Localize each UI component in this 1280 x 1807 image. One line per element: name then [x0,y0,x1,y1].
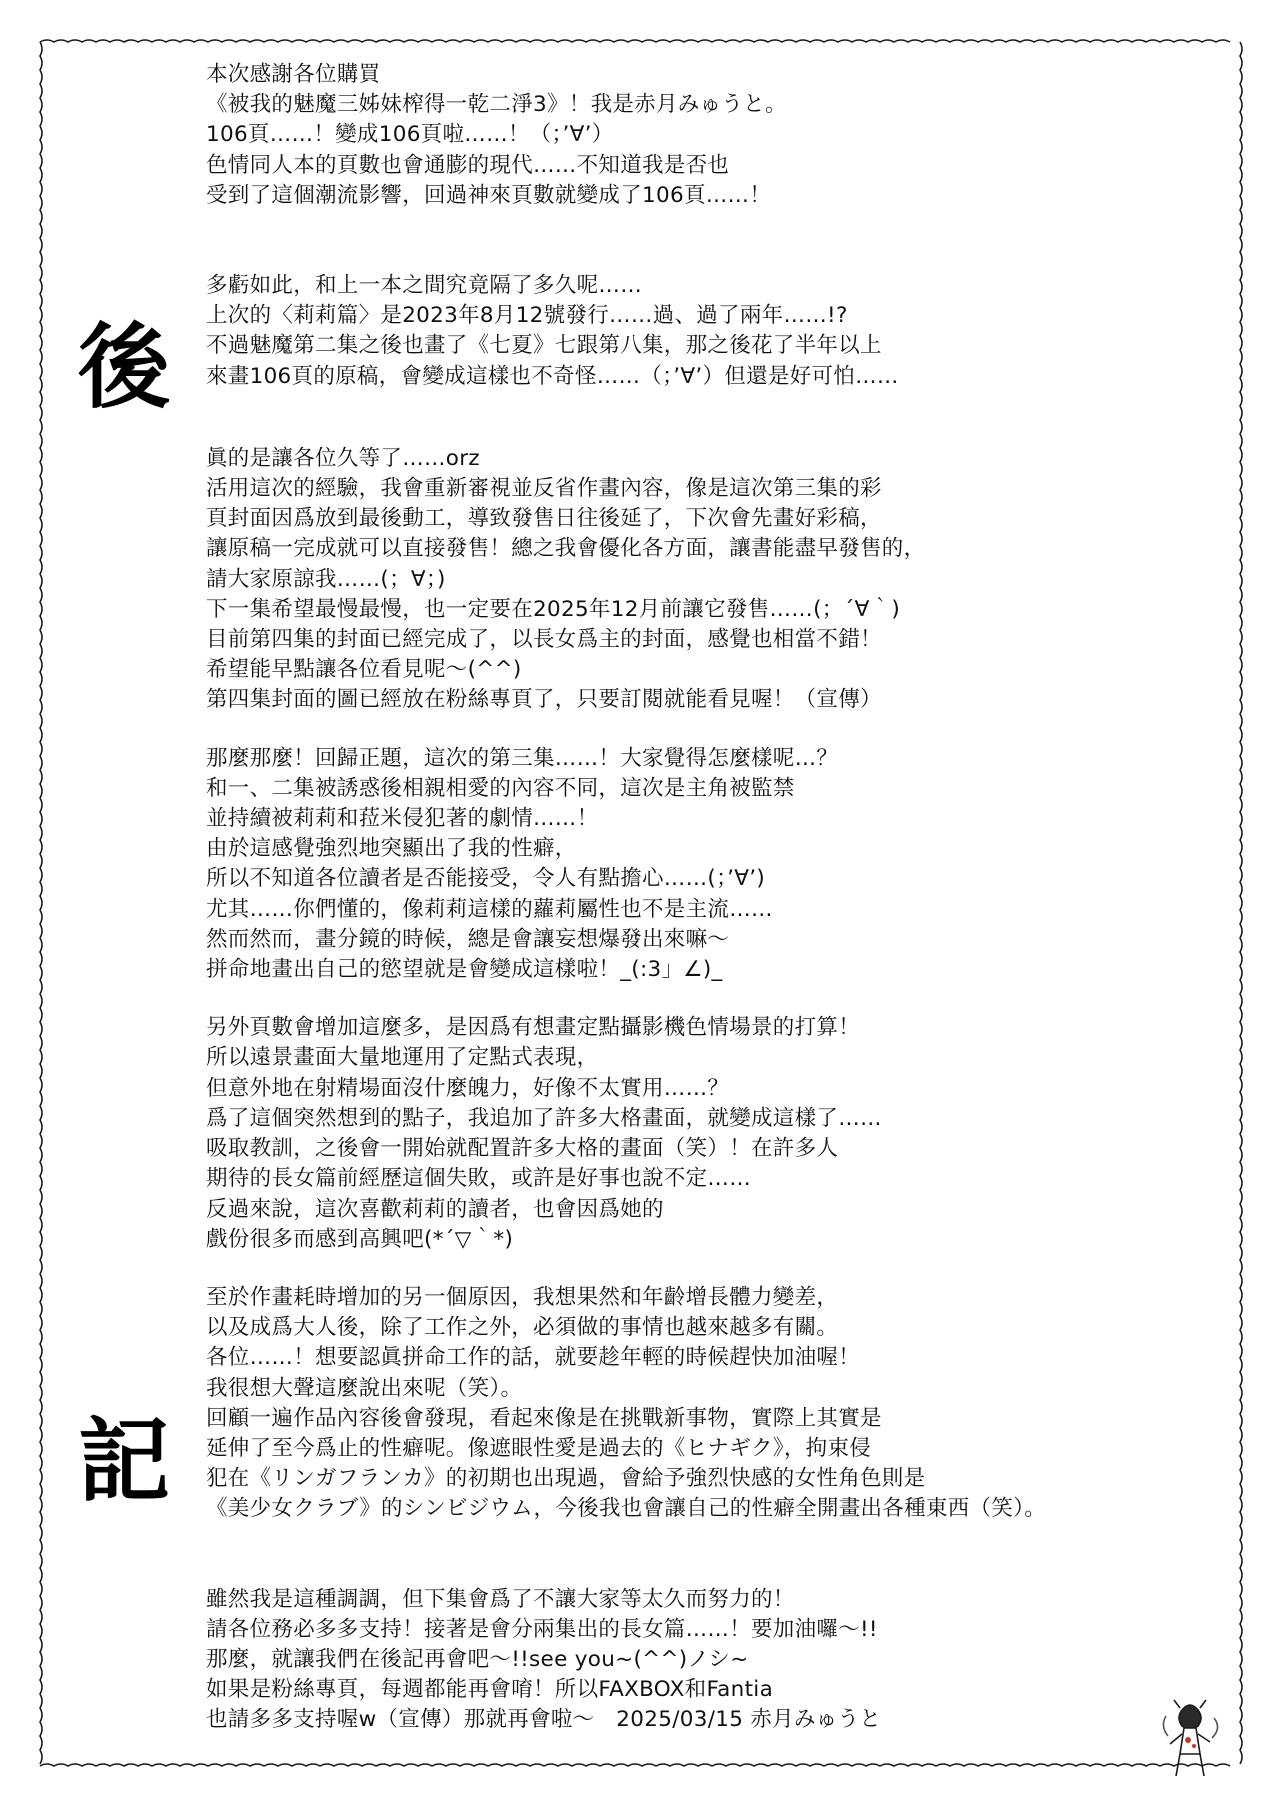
text-line: 不過魅魔第二集之後也畫了《七夏》七跟第八集，那之後花了半年以上 [206,333,882,359]
text-line: 各位……！想要認眞拼命工作的話，就要趁年輕的時候趕快加油喔！ [206,1345,861,1371]
paragraph-3 [206,444,1206,716]
paragraph-spacer [206,392,1206,444]
text-line: 多虧如此，和上一本之間究竟隔了多久呢…… [206,273,643,299]
text-line: 期待的長女篇前經歷這個失敗，或許是好事也說不定…… [206,1166,752,1192]
text-line: 色情同人本的頁數也會通膨的現代……不知道我是否也 [206,152,730,178]
paragraph-2 [206,271,1206,392]
text-line: 然而然而，畫分鏡的時候，總是會讓妄想爆發出來嘛～ [206,926,730,952]
text-line: 本次感謝各位購買 [206,62,381,87]
paragraph-1 [206,60,1206,211]
text-line: 《美少女クラブ》的シンビジウム，今後我也會讓自己的性癖全開畫出各種東西（笑）。 [206,1496,1046,1522]
text-line: 受到了這個潮流影響，回過神來頁數就變成了106頁……！ [206,182,772,208]
heading-char-note: 記 [78,1408,171,1515]
border-right [1240,42,1242,1764]
paragraph-5 [206,1013,1206,1255]
text-line: 由於這感覺強烈地突顯出了我的性癖， [206,836,577,862]
text-line: 回顧一遍作品內容後會發現，看起來像是在挑戰新事物，實際上其實是 [206,1405,882,1431]
text-line: 請各位務必多多支持！接著是會分兩集出的長女篇……！要加油囉～!! [206,1616,878,1642]
text-line: 吸取教訓，之後會一開始就配置許多大格的畫面（笑）！在許多人 [206,1136,839,1162]
paragraph-spacer [206,716,1206,744]
text-line: 如果是粉絲專頁，每週都能再會唷！所以FAXBOX和Fantia [206,1677,774,1703]
text-line: 以及成爲大人後，除了工作之外，必須做的事情也越來越多有關。 [206,1315,839,1341]
text-line: 也請多多支持喔w（宣傳）那就再會啦～ 2025/03/15 赤月みゅうと [206,1707,882,1733]
text-line: 下一集希望最慢最慢，也一定要在2025年12月前讓它發售……(；´∀｀) [206,596,901,622]
text-line: 但意外地在射精場面沒什麼魄力，好像不太實用……？ [206,1075,730,1101]
text-line: 活用這次的經驗，我會重新審視並反省作畫內容，像是這次第三集的彩 [206,476,882,502]
border-top [40,40,1230,42]
text-line: 拼命地畫出自己的慾望就是會變成這樣啦！_(:3」∠)_ [206,957,723,983]
text-line: 爲了這個突然想到的點子，我追加了許多大格畫面，就變成這樣了…… [206,1105,882,1131]
mascot-chibi-illustration [1152,1696,1228,1782]
text-line: 我很想大聲這麼說出來呢（笑）。 [206,1375,523,1401]
text-line: 眞的是讓各位久等了……orz [206,445,480,471]
text-line: 目前第四集的封面已經完成了，以長女爲主的封面，感覺也相當不錯！ [206,627,882,653]
border-bottom [40,1764,1230,1766]
text-line: 雖然我是這種調調，但下集會爲了不讓大家等太久而努力的！ [206,1586,795,1612]
text-line: 106頁……！變成106頁啦……！（；’∀’） [206,122,614,148]
paragraph-7 [206,1585,1206,1736]
paragraph-4 [206,744,1206,986]
text-line: 和一、二集被誘惑後相親相愛的內容不同，這次是主角被監禁 [206,775,795,801]
paragraph-spacer [206,1255,1206,1283]
text-line: 反過來說，這次喜歡莉莉的讀者，也會因爲她的 [206,1196,664,1222]
paragraph-spacer [206,985,1206,1013]
text-line: 至於作畫耗時增加的另一個原因，我想果然和年齡增長體力變差， [206,1284,839,1310]
text-line: 《被我的魅魔三姊妹榨得一乾二淨3》！我是赤月みゅうと。 [206,92,787,118]
text-line: 頁封面因爲放到最後動工，導致發售日往後延了，下次會先畫好彩稿， [206,506,882,532]
text-line: 戲份很多而感到高興吧(*´▽｀*) [206,1226,514,1252]
text-line: 尤其……你們懂的，像莉莉這樣的蘿莉屬性也不是主流…… [206,896,773,922]
text-line: 並持續被莉莉和菈米侵犯著的劇情……！ [206,806,599,832]
paragraph-spacer [206,211,1206,271]
text-line: 來畫106頁的原稿，會變成這樣也不奇怪……（；’∀’）但還是好可怕…… [206,363,899,389]
text-line: 所以不知道各位讀者是否能接受，令人有點擔心……(；’∀’) [206,866,766,892]
text-line: 延伸了至今爲止的性癖呢。像遮眼性愛是過去的《ヒナギク》，拘束侵 [206,1435,872,1461]
paragraph-spacer [206,1525,1206,1585]
heading-char-after: 後 [78,314,171,421]
text-line: 請大家原諒我……(；∀；) [206,566,446,592]
text-line: 犯在《リンガフランカ》的初期也出現過，會給予強烈快感的女性角色則是 [206,1466,926,1492]
text-line: 那麼那麼！回歸正題，這次的第三集……！大家覺得怎麼樣呢…？ [206,745,839,771]
text-line: 第四集封面的圖已經放在粉絲專頁了，只要訂閱就能看見喔！（宣傳） [206,687,882,713]
text-line: 希望能早點讓各位看見呢～(^^) [206,657,522,683]
paragraph-6 [206,1283,1206,1525]
text-line: 上次的〈莉莉篇〉是2023年8月12號發行……過、過了兩年……!? [206,303,848,329]
text-line: 另外頁數會增加這麼多，是因爲有想畫定點攝影機色情場景的打算！ [206,1015,861,1041]
text-line: 那麼，就讓我們在後記再會吧～!!see you~(^^)ノシ~ [206,1646,749,1672]
border-left [40,42,42,1764]
text-line: 所以遠景畫面大量地運用了定點式表現， [206,1045,599,1071]
text-line: 讓原稿一完成就可以直接發售！總之我會優化各方面，讓書能盡早發售的， [206,536,926,562]
afterword-body [206,60,1206,1736]
